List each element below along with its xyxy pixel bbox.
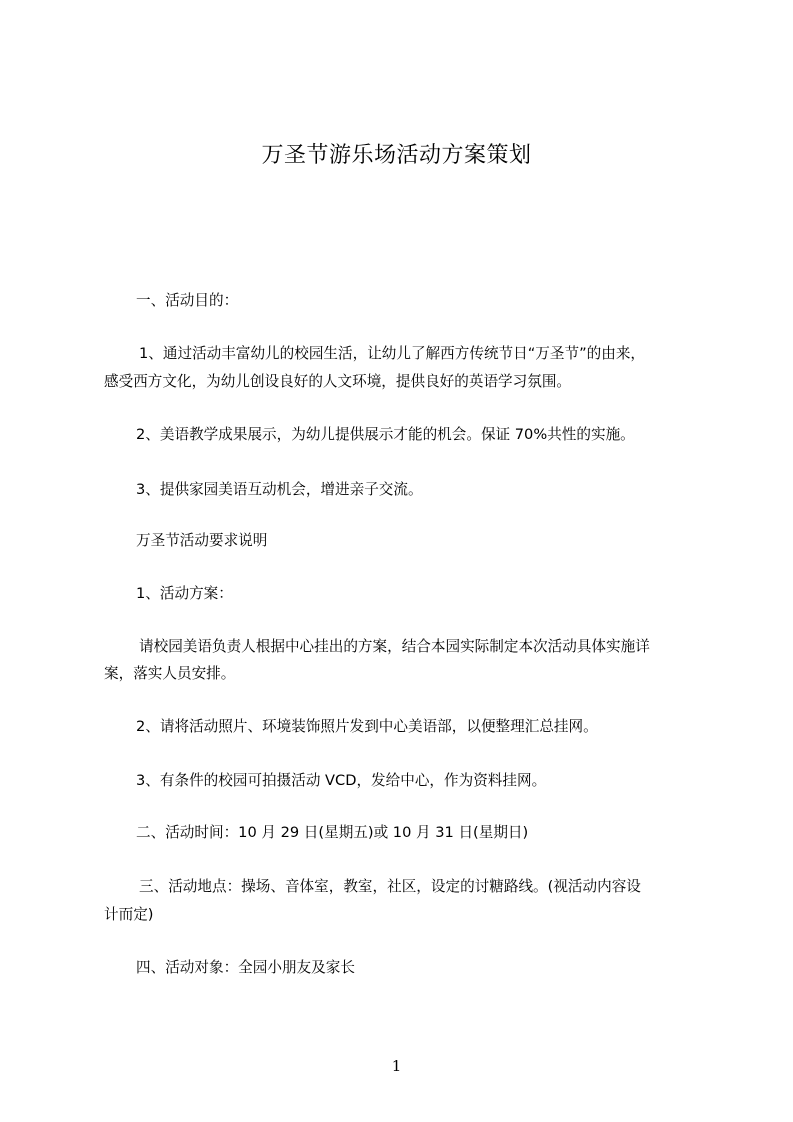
paragraph-purpose-1-line-1: 1、通过活动丰富幼儿的校园生活，让幼儿了解西方传统节日“万圣节”的由来， [139,345,646,362]
document-title: 万圣节游乐场活动方案策划 [261,143,532,168]
page-number: 1 [391,1057,402,1075]
paragraph-requirement-1: 1、活动方案： [136,585,233,602]
paragraph-requirement-1-body-line-2: 案，落实人员安排。 [104,665,236,682]
section-activity-location-line-1: 三、活动地点：操场、音体室，教室，社区，设定的讨糖路线。(视活动内容设 [139,878,641,895]
section-heading-purpose: 一、活动目的： [136,292,239,309]
section-activity-time: 二、活动时间：10 月 29 日(星期五)或 10 月 31 日(星期日) [136,824,529,841]
section-activity-audience: 四、活动对象：全园小朋友及家长 [136,959,355,976]
paragraph-requirement-3: 3、有条件的校园可拍摄活动 VCD，发给中心，作为资料挂网。 [136,772,547,789]
paragraph-requirement-2: 2、请将活动照片、环境装饰照片发到中心美语部，以便整理汇总挂网。 [136,718,598,735]
paragraph-purpose-1-line-2: 感受西方文化，为幼儿创设良好的人文环境，提供良好的英语学习氛围。 [104,373,572,390]
paragraph-purpose-2: 2、美语教学成果展示，为幼儿提供展示才能的机会。保证 70%共性的实施。 [136,426,635,443]
paragraph-requirement-1-body-line-1: 请校园美语负责人根据中心挂出的方案，结合本园实际制定本次活动具体实施详 [139,638,650,655]
section-heading-requirements: 万圣节活动要求说明 [136,532,268,549]
section-activity-location-line-2: 计而定) [104,906,154,923]
paragraph-purpose-3: 3、提供家园美语互动机会，增进亲子交流。 [136,481,423,498]
